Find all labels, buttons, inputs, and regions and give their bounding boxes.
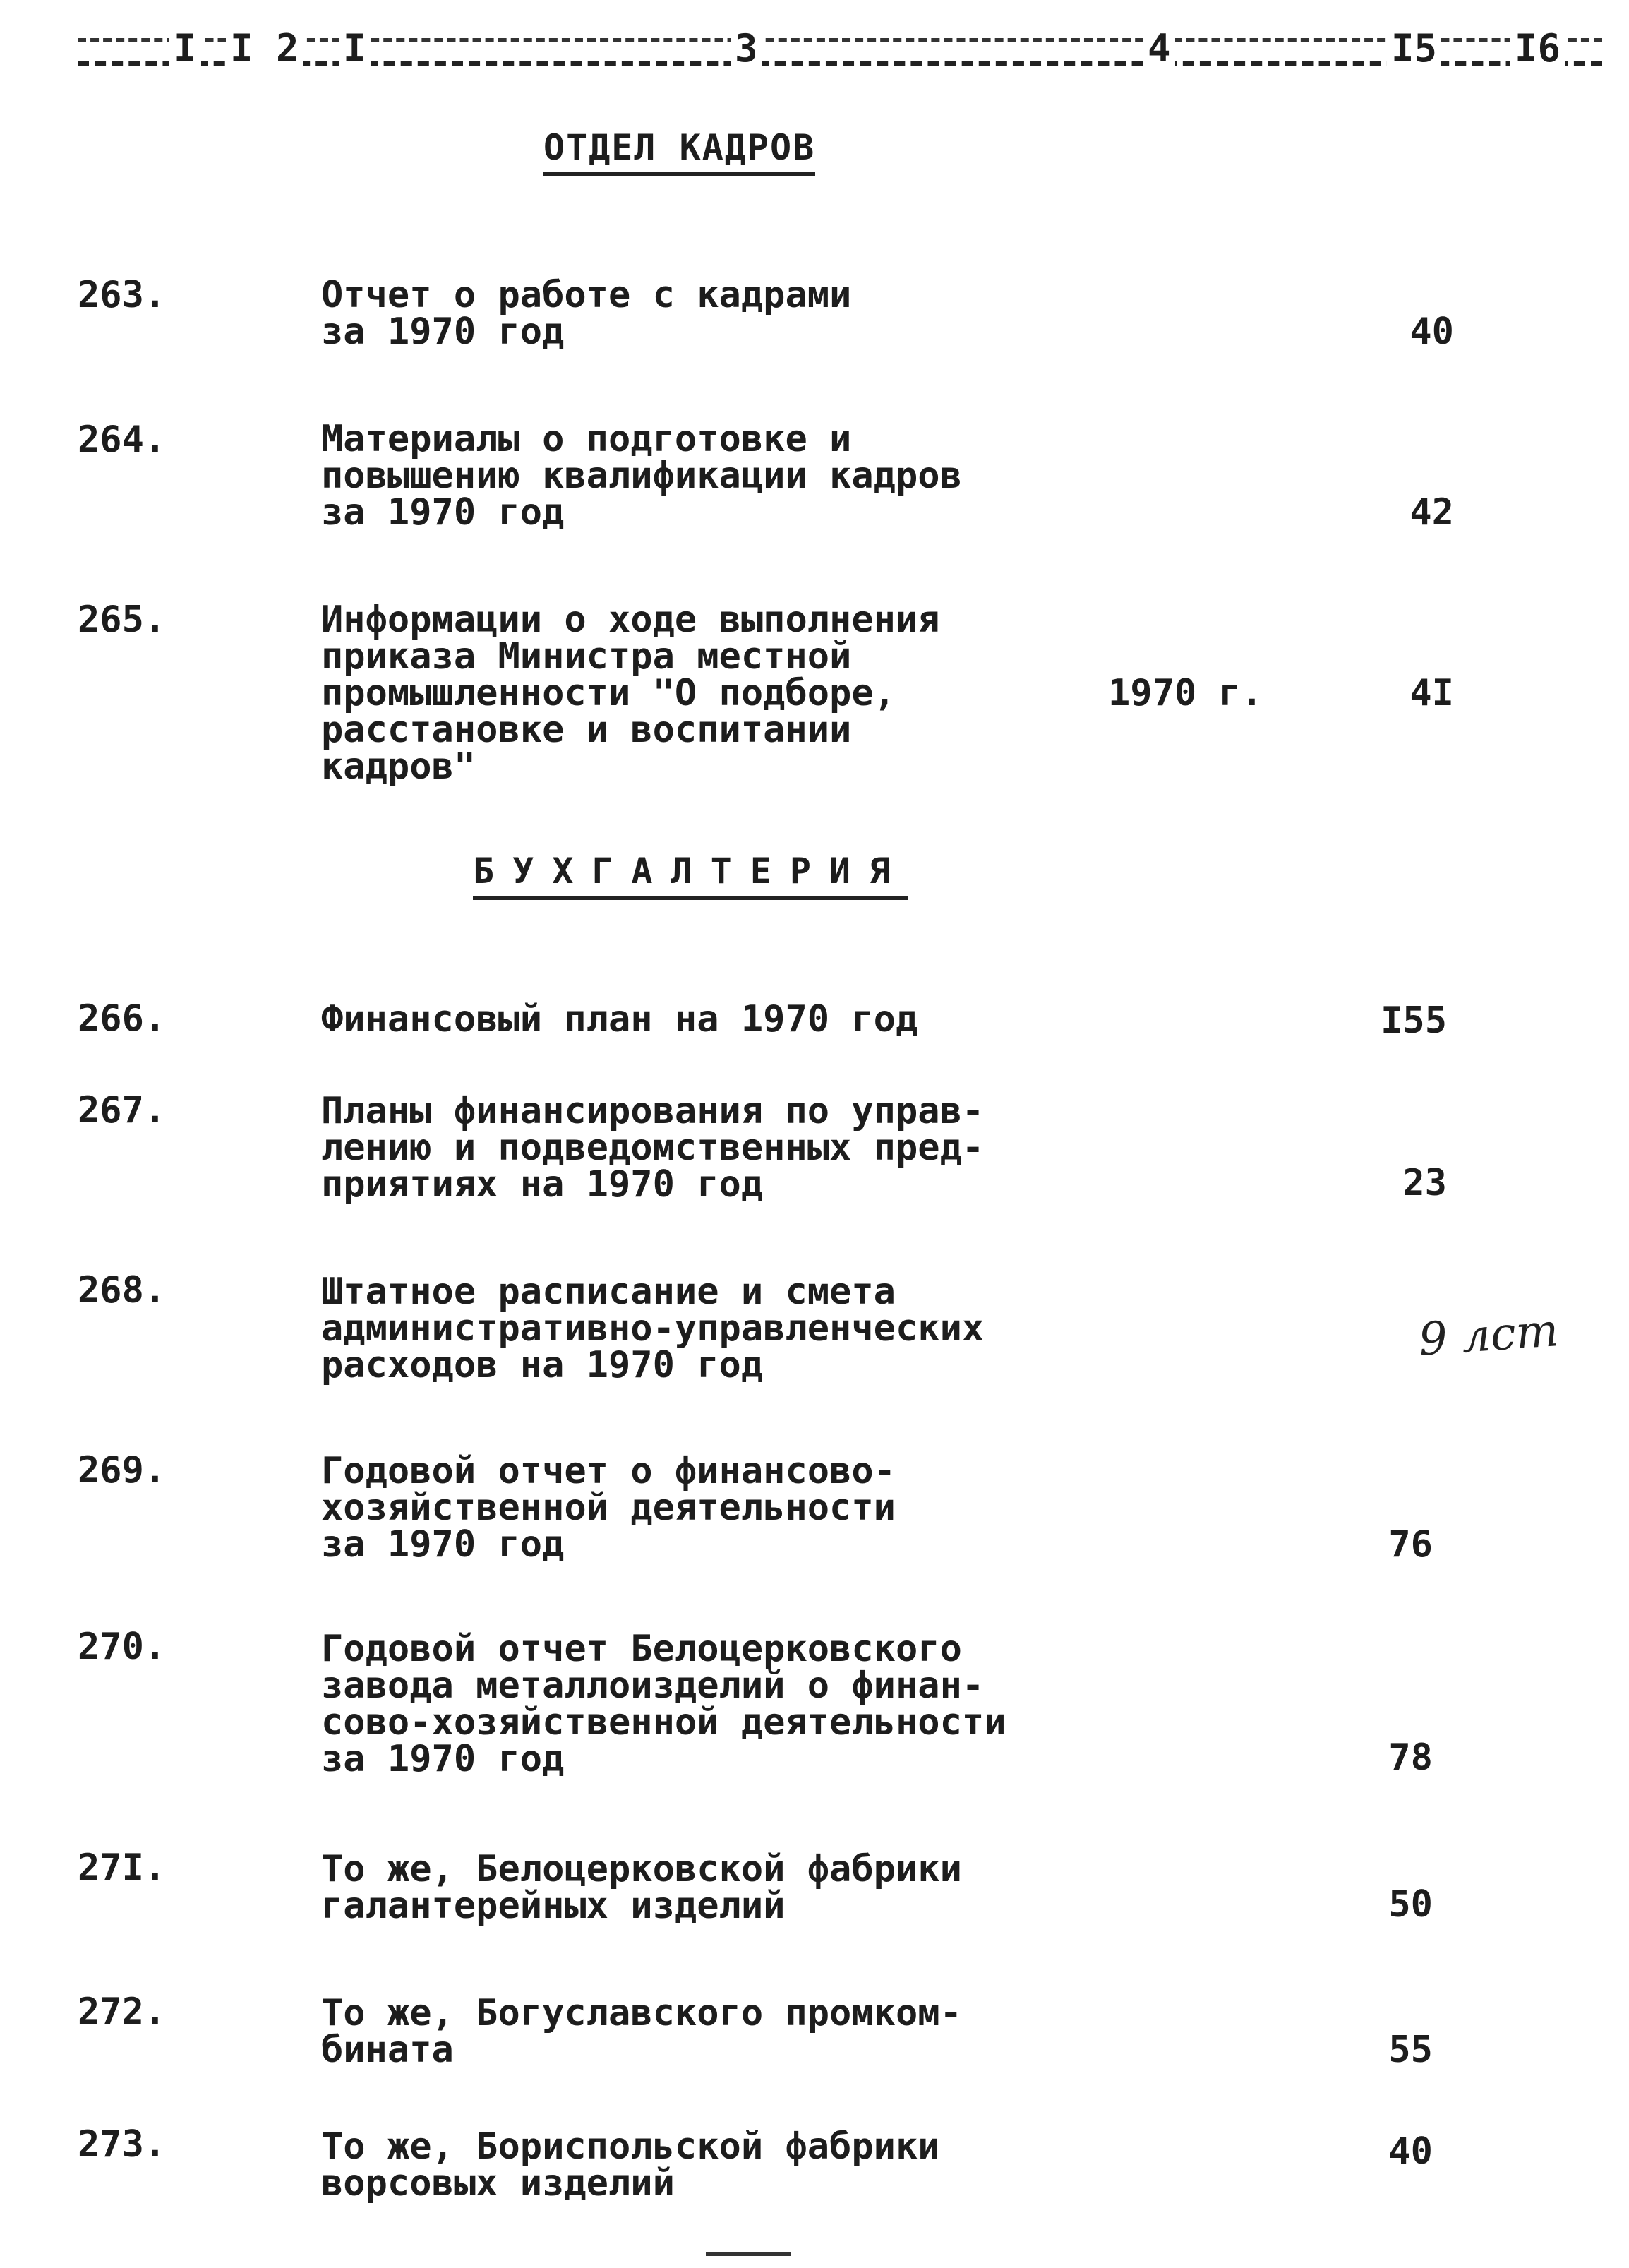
entry-number: 27I. — [78, 1847, 167, 1889]
entry-number: 266. — [78, 997, 167, 1040]
header-dashed-line-top — [78, 38, 1602, 42]
column-number-7: I6 — [1510, 24, 1565, 73]
section-title-accounting: БУХГАЛТЕРИЯ — [473, 851, 908, 900]
entry-title: Финансовый план на 1970 год — [321, 998, 918, 1040]
entry-sheet-count: 50 — [1388, 1883, 1433, 1926]
entry-title: Планы финансирования по управ- лению и подведомственных пред- приятиях на 1970 год — [321, 1090, 985, 1206]
entry-title: Годовой отчет Белоцерковского завода металлоизделий о финан- сово-хозяйственной деятельности за 1970 год — [321, 1628, 1006, 1780]
entry-sheet-count: 42 — [1409, 491, 1454, 534]
entry-number: 272. — [78, 1991, 167, 2033]
column-number-2: I 2 — [226, 24, 303, 73]
entry-title: То же, Белоцерковской фабрики галантерейных изделий — [321, 1848, 962, 1927]
entry-title: Информации о ходе выполнения приказа Министра местной промышленности "О подборе, расстановке и воспитании кадров" — [321, 599, 940, 788]
handwritten-sheet-note: 9 лст — [1417, 1304, 1561, 1367]
entry-number: 268. — [78, 1269, 167, 1312]
entry-sheet-count: 23 — [1402, 1162, 1447, 1204]
entry-sheet-count: 78 — [1388, 1736, 1433, 1779]
column-number-5: 4 — [1143, 24, 1175, 73]
entry-number: 270. — [78, 1626, 167, 1668]
entry-title: Отчет о работе с кадрами за 1970 год — [321, 274, 852, 353]
entry-sheet-count: 40 — [1409, 311, 1454, 353]
entry-title: То же, Богуславского промком- бината — [321, 1992, 962, 2071]
section-title-personnel: ОТДЕЛ КАДРОВ — [543, 127, 815, 176]
entry-number: 263. — [78, 274, 167, 316]
entry-number: 267. — [78, 1089, 167, 1132]
entry-sheet-count: 40 — [1388, 2130, 1433, 2173]
entry-number: 265. — [78, 599, 167, 641]
entry-title: То же, Бориспольской фабрики ворсовых изделий — [321, 2125, 940, 2204]
entry-title: Годовой отчет о финансово- хозяйственной деятельности за 1970 год — [321, 1450, 896, 1566]
page-bottom-mark — [706, 2252, 791, 2256]
entry-date: 1970 г. — [1108, 672, 1263, 714]
entry-title: Материалы о подготовке и повышению квалификации кадров за 1970 год — [321, 418, 962, 534]
entry-number: 269. — [78, 1449, 167, 1492]
column-number-6: I5 — [1387, 24, 1441, 73]
column-number-1: I — [169, 24, 201, 73]
entry-sheet-count: 55 — [1388, 2029, 1433, 2071]
entry-sheet-count: 4I — [1409, 672, 1454, 714]
entry-sheet-count: 76 — [1388, 1523, 1433, 1566]
column-header-row — [78, 20, 1602, 76]
column-number-3: I — [339, 24, 371, 73]
entry-number: 264. — [78, 419, 167, 461]
column-number-4: 3 — [731, 24, 762, 73]
entry-sheet-count: I55 — [1381, 1000, 1447, 1042]
entry-number: 273. — [78, 2123, 167, 2166]
header-dashed-line — [78, 61, 1602, 66]
entry-title: Штатное расписание и смета административно-управленческих расходов на 1970 год — [321, 1271, 985, 1386]
